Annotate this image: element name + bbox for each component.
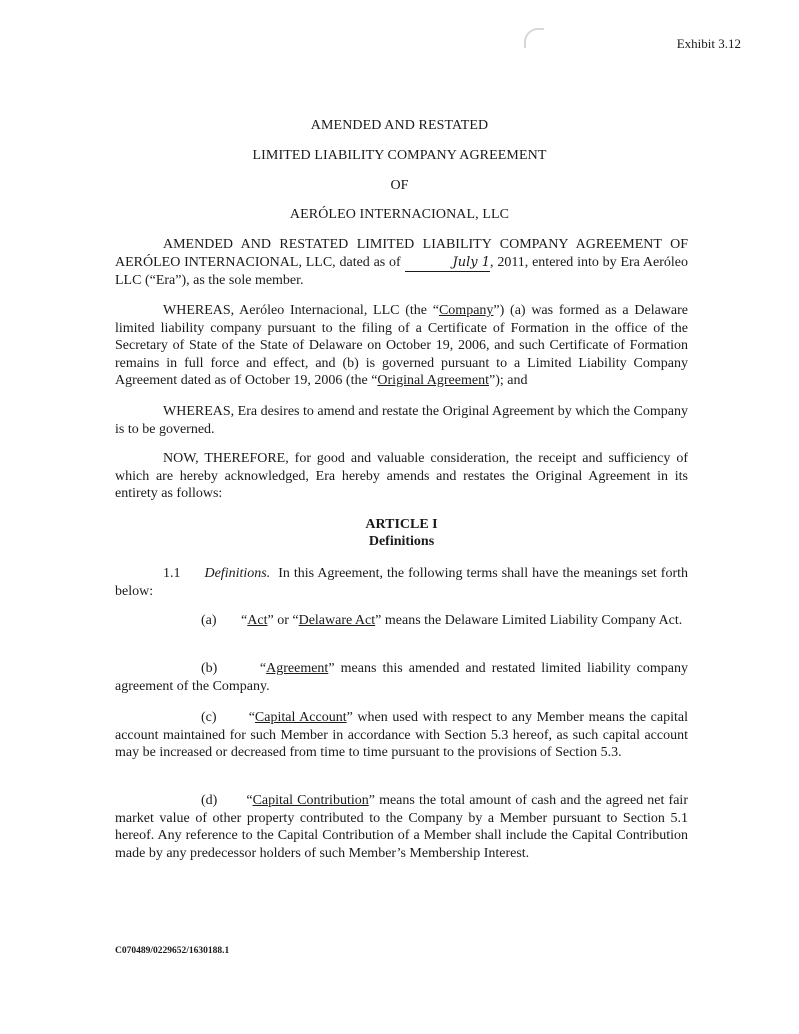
definition-d-text: ” means the total amount of cash and the agreed net fair market value of other property contributed to the Company by a Member pursuant to Section 5.1 hereof. Any reference to the Capital Contribution of a Member shall include the Capital Contribution made by any predecessor holders of such Member’s Membership Interest. [115, 793, 688, 861]
exhibit-label: Exhibit 3.12 [676, 36, 741, 51]
title-line-2: LIMITED LIABILITY COMPANY AGREEMENT [252, 148, 547, 163]
handwritten-date: July 1 [405, 254, 491, 273]
whereas-paragraph-1 [115, 302, 688, 390]
article-heading: ARTICLE I [365, 517, 438, 532]
term-delaware-act: Delaware Act [298, 613, 376, 628]
definition-a [115, 612, 688, 630]
term-company: Company [438, 303, 494, 318]
term-capital-contribution: Capital Contribution [252, 793, 369, 808]
definition-a-quote: “ [241, 613, 248, 628]
whereas1-text-1: WHEREAS, Aeróleo Internacional, LLC (the “ [163, 303, 439, 318]
section-title: Definitions. [204, 566, 271, 581]
definition-c-label: (c) [201, 710, 217, 725]
definition-a-mid: ” or “ [267, 613, 299, 628]
section-text: In this Agreement, the following terms shall have the meanings set forth below: [115, 566, 689, 599]
title-line-4: AERÓLEO INTERNACIONAL, LLC [289, 207, 510, 222]
title-line-1: AMENDED AND RESTATED [310, 118, 489, 133]
section-1-1 [115, 565, 688, 600]
definition-d [115, 792, 688, 862]
term-act: Act [247, 613, 268, 628]
term-original-agreement: Original Agreement [377, 373, 489, 388]
term-capital-account: Capital Account [254, 710, 347, 725]
definition-b-text: ” means this amended and restated limited liability company agreement of the Company. [115, 661, 689, 694]
definition-d-label: (d) [201, 793, 218, 808]
section-number: 1.1 [163, 566, 181, 581]
footer-doc-id: C070489/0229652/1630188.1 [115, 946, 230, 956]
definition-b-quote: “ [259, 661, 267, 676]
article-subheading: Definitions [368, 534, 435, 549]
definition-c [115, 709, 688, 762]
definition-a-label: (a) [201, 613, 217, 628]
intro-text-b: , 2011, entered into by Era Aeróleo LLC (“Era”), as the sole member. [115, 254, 688, 288]
definition-d-quote: “ [246, 793, 253, 808]
whereas1-text-2: ”) (a) was formed as a Delaware limited liability company pursuant to the filing of a Certificate of Formation in the office of the Secretary of State of the State of Delaware on October 19, 2006, and such Certificate of Formation remains in full force and effect, and (b) is governed pursuant to a Limited Liability Company Agreement dated as of October 19, 2006 (the “ [115, 303, 688, 388]
scan-mark [524, 28, 544, 48]
whereas1-text-3: ”); and [488, 373, 528, 388]
definition-a-text: ” means the Delaware Limited Liability Company Act. [375, 613, 683, 628]
term-agreement: Agreement [266, 661, 329, 676]
definition-b [115, 660, 688, 695]
whereas-paragraph-2: WHEREAS, Era desires to amend and restate the Original Agreement by which the Company is to be governed. [115, 404, 688, 437]
definition-c-text: ” when used with respect to any Member means the capital account maintained for such Member in accordance with Section 5.3 hereof, as such capital account may be increased or decreased from time to time pursuant to the provisions of Section 5.3. [115, 710, 688, 760]
title-line-3: OF [390, 178, 409, 193]
now-therefore-paragraph: NOW, THEREFORE, for good and valuable consideration, the receipt and sufficiency of which are hereby acknowledged, Era hereby amends and restates the Original Agreement in its entirety as follows: [115, 451, 688, 501]
definition-b-label: (b) [201, 661, 218, 676]
intro-paragraph [115, 236, 688, 290]
intro-text-a: AMENDED AND RESTATED LIMITED LIABILITY COMPANY AGREEMENT OF AERÓLEO INTERNACIONAL, LLC, dated as of [115, 237, 688, 270]
definition-c-quote: “ [248, 710, 255, 725]
